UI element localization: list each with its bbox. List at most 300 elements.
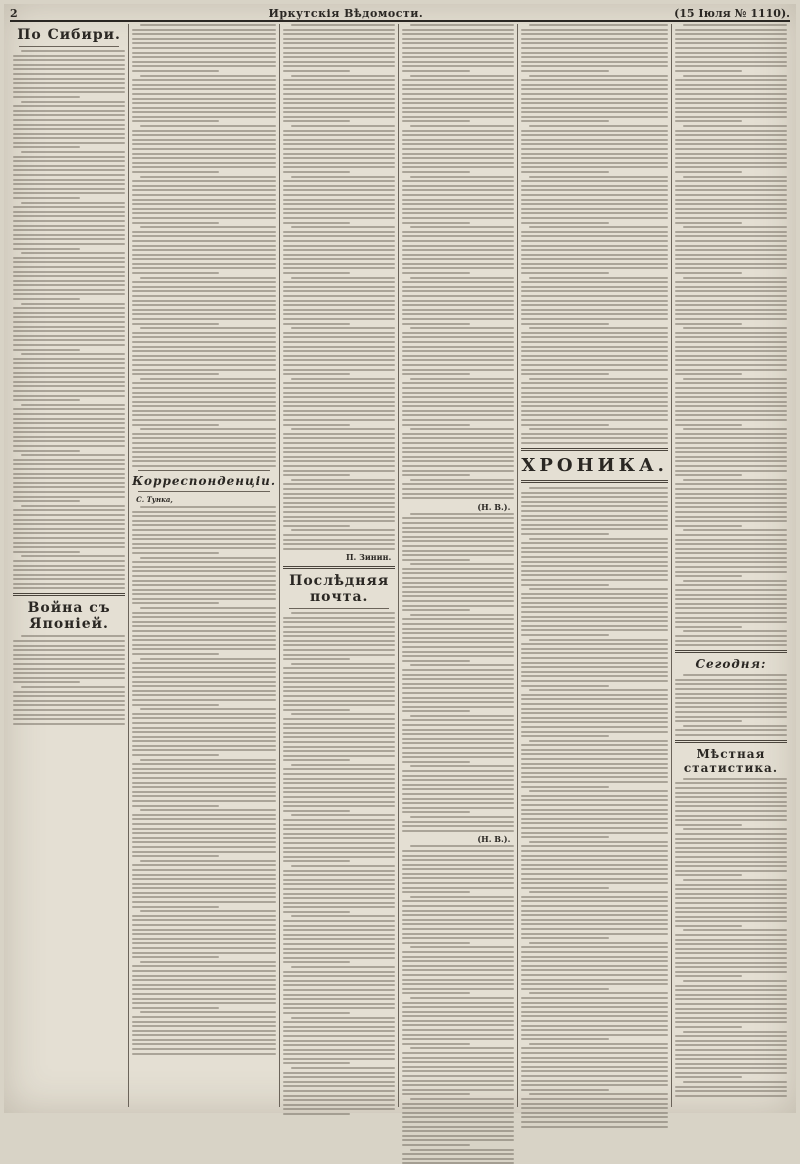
text-line	[675, 621, 787, 623]
text-line	[402, 483, 514, 485]
text-line	[283, 984, 395, 986]
text-line	[140, 759, 276, 761]
text-line	[675, 716, 787, 718]
text-line	[402, 65, 514, 67]
text-line	[13, 160, 125, 162]
text-line	[132, 630, 276, 632]
text-line	[283, 29, 395, 31]
text-line	[140, 860, 276, 862]
text-line	[13, 459, 125, 461]
text-line	[140, 75, 276, 77]
text-line	[402, 527, 514, 529]
text-line	[283, 994, 395, 996]
text-line	[132, 543, 276, 545]
text-line	[132, 681, 276, 683]
text-line	[410, 896, 514, 898]
text-line	[529, 125, 668, 127]
text-line	[140, 125, 276, 127]
text-line	[521, 313, 668, 315]
text-line	[283, 148, 395, 150]
text-line	[13, 463, 125, 465]
text-line	[521, 235, 668, 237]
text-line	[675, 323, 742, 325]
text-line	[521, 974, 668, 976]
text-line	[291, 966, 395, 968]
text-line	[402, 323, 469, 325]
text-line	[283, 723, 395, 725]
text-line	[521, 795, 668, 797]
text-line	[283, 681, 395, 683]
divider	[13, 593, 125, 596]
text-line	[675, 571, 787, 573]
text-line	[291, 612, 395, 614]
text-line	[283, 392, 395, 394]
text-line	[283, 171, 350, 173]
text-line	[132, 235, 276, 237]
text-line	[283, 166, 395, 168]
text-line	[13, 486, 125, 488]
text-line	[13, 197, 80, 199]
text-line	[132, 88, 276, 90]
text-line	[521, 914, 668, 916]
text-line	[521, 1038, 609, 1040]
text-line	[283, 1026, 395, 1028]
text-line	[13, 519, 125, 521]
text-line	[132, 56, 276, 58]
text-line	[132, 667, 276, 669]
text-line	[675, 70, 742, 72]
text-line	[675, 483, 787, 485]
text-line	[402, 1139, 514, 1141]
text-line	[13, 330, 125, 332]
text-line	[13, 658, 125, 660]
text-line	[402, 1089, 514, 1091]
text-line	[283, 938, 395, 940]
text-line	[675, 952, 787, 954]
text-line	[521, 951, 668, 953]
text-line	[521, 1084, 668, 1086]
text-line	[402, 798, 514, 800]
text-line	[521, 70, 609, 72]
text-line	[402, 678, 514, 680]
text-line	[675, 433, 787, 435]
section-heading-war-japan: Война съ Японіей.	[27, 600, 111, 633]
text-line	[521, 222, 609, 224]
text-line	[132, 148, 276, 150]
text-line	[402, 111, 514, 113]
text-line	[132, 336, 276, 338]
text-line	[675, 235, 787, 237]
text-line	[521, 827, 668, 829]
text-line	[132, 947, 276, 949]
text-line	[521, 776, 668, 778]
text-line	[13, 82, 125, 84]
text-line	[402, 706, 514, 708]
text-line	[283, 410, 395, 412]
text-line	[283, 208, 395, 210]
text-line	[13, 723, 125, 725]
text-line	[283, 906, 395, 908]
text-line	[132, 254, 276, 256]
text-line	[132, 157, 276, 159]
text-line	[283, 249, 395, 251]
text-line	[521, 547, 668, 549]
text-line	[521, 189, 668, 191]
text-line	[132, 70, 218, 72]
text-line	[529, 790, 668, 792]
text-line	[675, 635, 787, 637]
text-line	[675, 143, 787, 145]
text-line	[683, 428, 787, 430]
text-line	[132, 538, 276, 540]
text-line	[291, 428, 395, 430]
text-line	[675, 111, 787, 113]
text-line	[132, 203, 276, 205]
text-line	[521, 309, 668, 311]
text-line	[283, 690, 395, 692]
text-line	[402, 788, 514, 790]
text-line	[410, 277, 514, 279]
text-line	[675, 102, 787, 104]
text-line	[283, 925, 395, 927]
text-line	[675, 911, 787, 913]
text-line	[283, 746, 395, 748]
text-line	[675, 907, 787, 909]
text-line	[283, 948, 395, 950]
text-line	[675, 1058, 787, 1060]
text-line	[402, 900, 514, 902]
text-line	[402, 1084, 514, 1086]
text-line	[291, 1017, 395, 1019]
text-line	[675, 52, 787, 54]
text-line	[402, 825, 514, 827]
article-text	[283, 24, 395, 550]
text-line	[521, 772, 668, 774]
text-line	[402, 628, 514, 630]
text-line	[132, 442, 276, 444]
text-line	[521, 1015, 668, 1017]
text-line	[675, 171, 742, 173]
text-line	[283, 332, 395, 334]
text-line	[132, 841, 276, 843]
text-line	[283, 1090, 395, 1092]
text-line	[521, 611, 668, 613]
text-line	[283, 203, 395, 205]
text-line	[132, 736, 276, 738]
text-line	[402, 56, 514, 58]
text-line	[402, 52, 514, 54]
text-line	[521, 501, 668, 503]
text-line	[675, 1040, 787, 1042]
text-line	[675, 552, 787, 554]
text-line	[132, 584, 276, 586]
divider	[521, 480, 668, 483]
text-line	[402, 98, 514, 100]
text-line	[402, 401, 514, 403]
text-line	[402, 442, 514, 444]
text-line	[402, 641, 514, 643]
text-line	[283, 635, 395, 637]
text-line	[402, 355, 514, 357]
text-line	[283, 56, 395, 58]
text-line	[283, 231, 395, 233]
text-line	[410, 845, 514, 847]
text-line	[529, 75, 668, 77]
text-line	[132, 263, 276, 265]
text-line	[683, 226, 787, 228]
text-line	[521, 556, 668, 558]
text-line	[675, 419, 787, 421]
text-line	[132, 61, 276, 63]
text-line	[132, 722, 276, 724]
text-line	[13, 307, 125, 309]
text-line	[13, 704, 125, 706]
text-line	[402, 683, 514, 685]
text-line	[402, 729, 514, 731]
text-line	[13, 261, 125, 263]
text-line	[402, 742, 514, 744]
text-line	[13, 87, 125, 89]
text-line	[675, 520, 787, 522]
text-line	[283, 336, 395, 338]
text-line	[13, 114, 125, 116]
text-line	[13, 321, 125, 323]
text-line	[132, 896, 276, 898]
text-line	[283, 359, 395, 361]
text-line	[283, 695, 395, 697]
text-line	[521, 698, 668, 700]
text-line	[521, 419, 668, 421]
text-line	[521, 570, 668, 572]
text-line	[283, 107, 395, 109]
text-line	[402, 859, 514, 861]
text-line	[675, 369, 787, 371]
text-line	[132, 189, 276, 191]
divider	[19, 46, 119, 47]
text-line	[283, 796, 395, 798]
text-line	[675, 42, 787, 44]
text-line	[132, 864, 276, 866]
text-line	[132, 717, 276, 719]
dateline: С. Тунка,	[136, 495, 173, 504]
article-text	[675, 24, 787, 646]
text-line	[283, 534, 395, 536]
text-line	[13, 672, 125, 674]
text-line	[675, 47, 787, 49]
section-heading-correspondence: Корреспонденціи.	[132, 474, 277, 488]
text-line	[683, 176, 787, 178]
text-line	[283, 456, 395, 458]
text-line	[132, 754, 218, 756]
text-line	[132, 373, 218, 375]
section-heading-chronicle: ХРОНИКА.	[521, 455, 668, 477]
text-line	[521, 392, 668, 394]
text-line	[402, 864, 514, 866]
text-line	[675, 387, 787, 389]
text-line	[410, 24, 514, 26]
text-line	[13, 491, 125, 493]
text-line	[402, 928, 514, 930]
newspaper-title: Иркутскія Вѣдомости.	[268, 7, 424, 20]
text-line	[132, 194, 276, 196]
text-line	[410, 176, 514, 178]
text-line	[529, 428, 668, 430]
text-line	[283, 539, 395, 541]
text-line	[402, 1029, 514, 1031]
text-line	[521, 735, 609, 737]
text-line	[402, 410, 514, 412]
text-line	[132, 153, 276, 155]
text-line	[283, 805, 395, 807]
text-line	[132, 460, 276, 462]
text-line	[675, 612, 787, 614]
text-line	[675, 506, 787, 508]
text-line	[13, 358, 125, 360]
text-line	[13, 105, 125, 107]
text-line	[132, 318, 276, 320]
text-line	[402, 1075, 514, 1077]
text-line	[13, 691, 125, 693]
text-line	[410, 513, 514, 515]
text-line	[675, 1003, 787, 1005]
text-line	[521, 79, 668, 81]
text-line	[132, 727, 276, 729]
text-line	[132, 598, 276, 600]
page-number: 2	[10, 7, 18, 20]
text-line	[132, 208, 276, 210]
text-line	[283, 883, 395, 885]
text-line	[291, 75, 395, 77]
text-line	[521, 410, 668, 412]
text-line	[521, 937, 609, 939]
text-line	[132, 704, 218, 706]
text-line	[291, 277, 395, 279]
text-line	[521, 859, 668, 861]
text-line	[140, 277, 276, 279]
text-line	[521, 969, 668, 971]
divider	[138, 491, 270, 492]
text-line	[402, 474, 469, 476]
text-line	[521, 928, 668, 930]
text-line	[132, 1021, 276, 1023]
text-line	[675, 254, 787, 256]
text-line	[521, 1089, 609, 1091]
text-line	[132, 851, 276, 853]
text-line	[283, 828, 395, 830]
text-line	[675, 838, 787, 840]
text-line	[675, 405, 787, 407]
text-line	[402, 979, 514, 981]
text-line	[132, 1030, 276, 1032]
text-line	[13, 427, 125, 429]
text-line	[402, 254, 514, 256]
text-line	[683, 529, 787, 531]
text-line	[132, 1053, 276, 1055]
text-line	[683, 630, 787, 632]
text-line	[402, 591, 514, 593]
text-line	[529, 327, 668, 329]
text-line	[675, 787, 787, 789]
text-line	[132, 102, 276, 104]
text-line	[132, 566, 276, 568]
text-line	[132, 231, 276, 233]
text-line	[529, 942, 668, 944]
text-line	[13, 537, 125, 539]
text-line	[683, 879, 787, 881]
text-line	[521, 703, 668, 705]
text-line	[521, 323, 609, 325]
text-line	[402, 414, 514, 416]
text-line	[675, 295, 787, 297]
text-line	[675, 782, 787, 784]
text-line	[132, 451, 276, 453]
text-line	[132, 993, 276, 995]
text-line	[675, 971, 787, 973]
text-line	[283, 447, 395, 449]
text-line	[283, 709, 350, 711]
text-line	[521, 983, 668, 985]
text-line	[13, 583, 125, 585]
text-line	[13, 565, 125, 567]
text-line	[132, 915, 276, 917]
text-line	[283, 483, 395, 485]
text-line	[402, 1153, 514, 1155]
text-line	[283, 341, 395, 343]
text-line	[13, 677, 125, 679]
text-line	[402, 382, 514, 384]
text-line	[402, 637, 514, 639]
text-line	[283, 879, 395, 881]
text-line	[132, 749, 276, 751]
text-line	[402, 855, 514, 857]
text-line	[521, 396, 668, 398]
text-line	[675, 1012, 787, 1014]
text-line	[132, 1002, 276, 1004]
text-line	[13, 681, 80, 683]
text-line	[283, 70, 350, 72]
text-line	[283, 810, 350, 812]
text-line	[675, 470, 787, 472]
text-line	[132, 625, 276, 627]
text-line	[13, 96, 80, 98]
text-line	[283, 768, 395, 770]
text-line	[132, 286, 276, 288]
text-line	[402, 559, 469, 561]
text-line	[410, 765, 514, 767]
text-line	[410, 664, 514, 666]
text-line	[132, 456, 276, 458]
text-line	[521, 281, 668, 283]
text-line	[675, 548, 787, 550]
text-line	[402, 1135, 514, 1137]
text-line	[521, 634, 609, 636]
text-line	[132, 217, 276, 219]
text-line	[402, 194, 514, 196]
text-line	[283, 84, 395, 86]
text-line	[132, 933, 276, 935]
text-line	[291, 378, 395, 380]
text-line	[132, 245, 276, 247]
text-line	[683, 674, 787, 676]
text-line	[521, 364, 668, 366]
text-line	[521, 1002, 668, 1004]
text-line	[283, 387, 395, 389]
text-line	[402, 988, 514, 990]
text-line	[521, 401, 668, 403]
text-line	[675, 957, 787, 959]
text-line	[132, 47, 276, 49]
text-line	[675, 199, 787, 201]
